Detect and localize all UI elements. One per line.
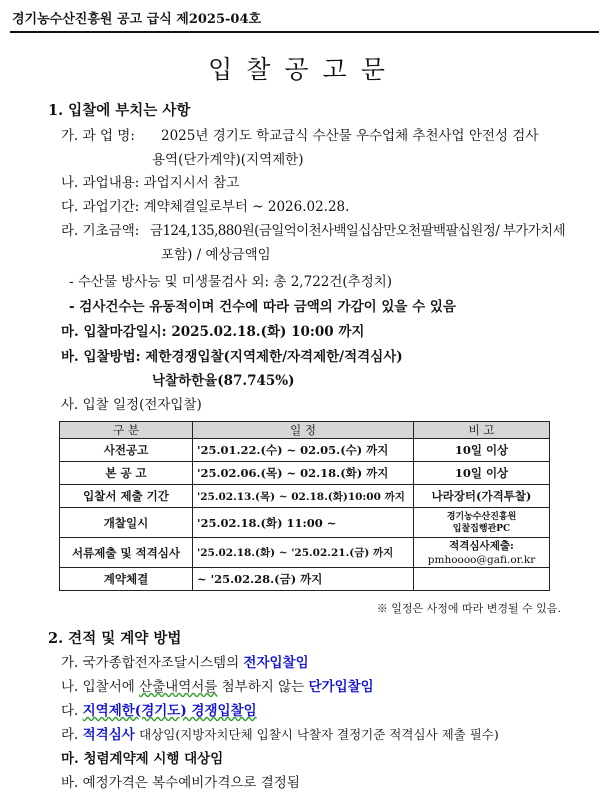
header-divider — [10, 31, 599, 33]
table-row — [60, 485, 550, 508]
project-period: 다. 과업기간: 계약체결일로부터 ~ 2026.02.28. — [61, 199, 350, 215]
row-item: 입찰서 제출 기간 — [60, 485, 193, 508]
table-row — [60, 439, 550, 462]
row-item: 계약체결 — [60, 568, 193, 591]
schedule-note: ※ 일정은 사정에 따라 변경될 수 있음. — [376, 602, 561, 615]
row-item: 본 공 고 — [60, 462, 193, 485]
base-amount-label: 라. 기초금액: — [61, 223, 140, 239]
row-date: '25.01.22.(수) ~ 02.05.(수) 까지 — [193, 439, 414, 462]
header-date: 일 정 — [193, 422, 414, 439]
row-remark: 10일 이상 — [414, 439, 550, 462]
page-title: 입찰공고문 — [208, 55, 399, 84]
notice-number: 경기농수산진흥원 공고 급식 제2025-04호 — [12, 12, 262, 27]
row-date: '25.02.06.(목) ~ 02.18.(화) 까지 — [193, 462, 414, 485]
row-item: 사전공고 — [60, 439, 193, 462]
method-b-emphasis: 단가입찰임 — [308, 679, 374, 695]
table-row — [60, 462, 550, 485]
remark-line: 적격심사제출: — [449, 539, 514, 552]
row-remark — [414, 538, 550, 568]
row-item: 개찰일시 — [60, 508, 193, 538]
bid-lower-limit: 낙찰하한율(87.745%) — [152, 373, 295, 389]
method-f: 바. 예정가격은 복수예비가격으로 결정됨 — [61, 775, 300, 791]
method-b — [61, 675, 374, 695]
method-b-text: 나. 입찰서에 — [61, 679, 135, 695]
note-test-count: - 수산물 방사능 및 미생물검사 외: 총 2,722건(추정치) — [69, 274, 393, 290]
section1-heading: 1. 입찰에 부치는 사항 — [48, 102, 191, 119]
header-item: 구 분 — [60, 422, 193, 439]
method-b-underlined: 산출내역서를 — [139, 679, 218, 695]
row-date: '25.02.13.(목) ~ 02.18.(화)10:00 까지 — [193, 485, 414, 508]
table-header-row — [60, 422, 550, 439]
base-amount-line1: 금124,135,880원(금일억이천사백일십삼만오천팔백팔십원정/ 부가가치세 — [150, 223, 566, 239]
bid-deadline: 마. 입찰마감일시: 2025.02.18.(화) 10:00 까지 — [61, 324, 365, 340]
section2-heading: 2. 견적 및 계약 방법 — [48, 630, 182, 647]
method-a-text: 가. 국가종합전자조달시스템의 — [61, 655, 240, 671]
project-content: 나. 과업내용: 과업지시서 참고 — [61, 175, 240, 191]
table-row — [60, 568, 550, 591]
method-a-emphasis: 전자입찰임 — [243, 655, 309, 671]
method-b-mid: 첨부하지 않는 — [221, 679, 305, 695]
row-remark: 10일 이상 — [414, 462, 550, 485]
remark-line: 입찰집행관PC — [452, 523, 511, 534]
note-variable: - 검사건수는 유동적이며 건수에 따라 금액의 가감이 있을 수 있음 — [69, 299, 456, 315]
table-row — [60, 538, 550, 568]
method-d-text: 라. — [61, 727, 79, 743]
project-name-line2: 용역(단가계약)(지역제한) — [152, 152, 304, 168]
row-date: '25.02.18.(화) 11:00 ~ — [193, 508, 414, 538]
bid-method: 바. 입찰방법: 제한경쟁입찰(지역제한/자격제한/적격심사) — [61, 349, 403, 365]
row-date: ~ '25.02.28.(금) 까지 — [193, 568, 414, 591]
remark-email: pmhoooo@gafi.or.kr — [427, 553, 536, 566]
row-remark: 나라장터(가격투찰) — [414, 485, 550, 508]
schedule-table — [59, 421, 550, 591]
header-remark: 비 고 — [414, 422, 550, 439]
method-e: 마. 청렴계약제 시행 대상임 — [61, 751, 224, 767]
row-date: '25.02.18.(화) ~ '25.02.21.(금) 까지 — [193, 538, 414, 568]
method-d-emphasis: 적격심사 — [82, 727, 135, 743]
project-name-line1: 2025년 경기도 학교급식 수산물 우수업체 추천사업 안전성 검사 — [161, 128, 539, 144]
method-d — [61, 723, 499, 743]
row-item: 서류제출 및 적격심사 — [60, 538, 193, 568]
method-c-emphasis: 지역제한(경기도) 경쟁입찰임 — [82, 703, 257, 719]
method-d-rest: 대상임(지방자치단체 입찰시 낙찰자 결정기준 적격심사 제출 필수) — [139, 727, 499, 742]
project-name-label: 가. 과 업 명: — [61, 128, 135, 144]
schedule-label: 사. 입찰 일정(전자입찰) — [61, 397, 202, 413]
table-row — [60, 508, 550, 538]
method-c-text: 다. — [61, 703, 79, 719]
method-c — [61, 699, 257, 719]
row-remark — [414, 508, 550, 538]
remark-line: 경기농수산진흥원 — [446, 511, 517, 522]
row-remark — [414, 568, 550, 591]
method-a — [61, 651, 309, 671]
base-amount-line2: 포함) / 예상금액임 — [161, 247, 271, 263]
